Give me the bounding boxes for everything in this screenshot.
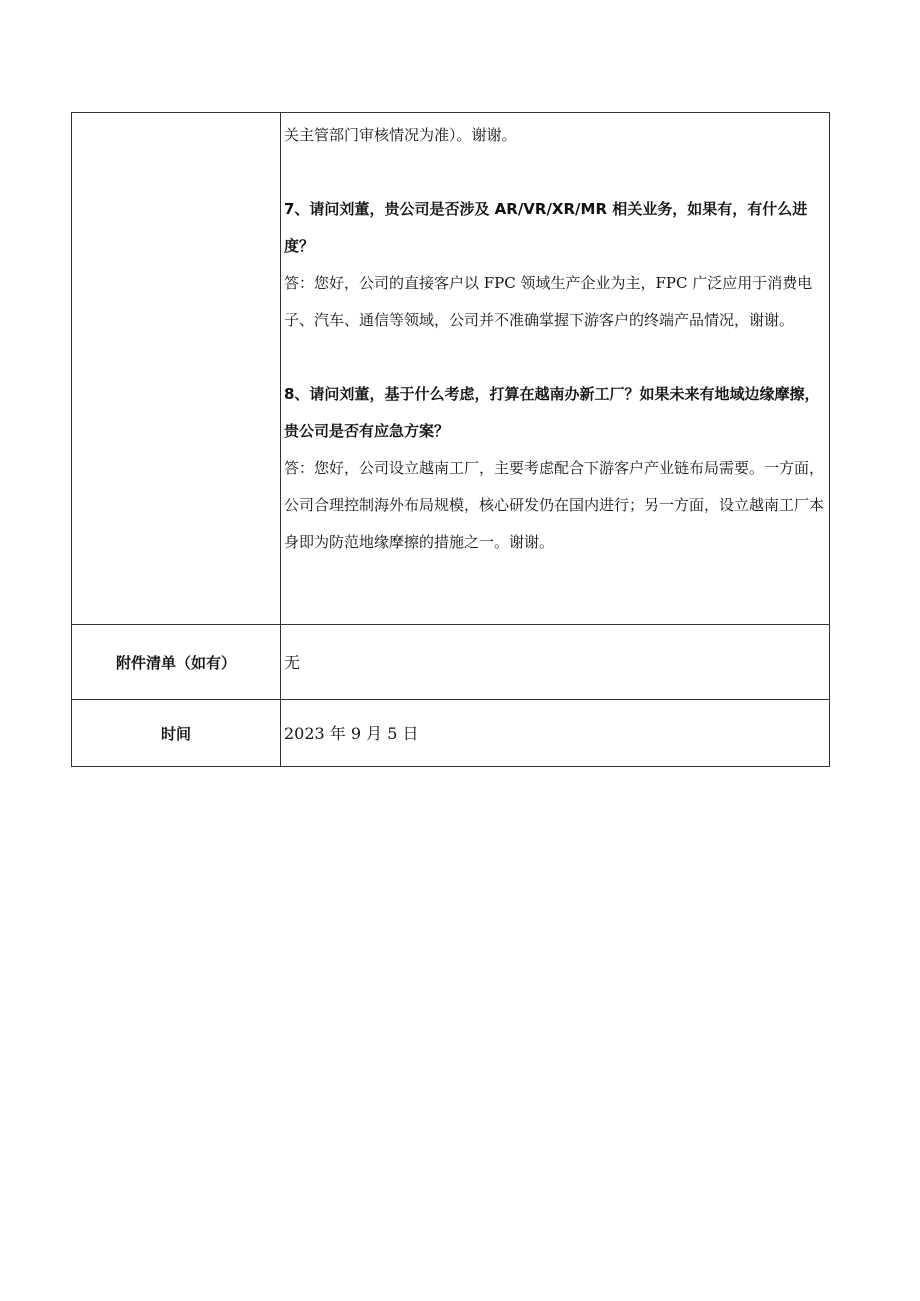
question-8: 8、请问刘董，基于什么考虑，打算在越南办新工厂？如果未来有地域边缘摩擦，贵公司是否有应急方案？: [284, 385, 820, 440]
attachments-label: 附件清单（如有）: [72, 625, 281, 700]
question-7: 7、请问刘董，贵公司是否涉及 AR/VR/XR/MR 相关业务，如果有，有什么进度？: [284, 200, 808, 255]
attachments-value: 无: [281, 625, 830, 700]
attachments-row: [72, 625, 830, 700]
paragraph-gap: [284, 154, 827, 191]
qa-label-cell: [72, 113, 281, 625]
answer-8: 答：您好，公司设立越南工厂，主要考虑配合下游客户产业链布局需要。一方面，公司合理控制海外布局规模，核心研发仍在国内进行；另一方面，设立越南工厂本身即为防范地缘摩擦的措施之一。谢谢。: [284, 459, 825, 551]
time-row: [72, 700, 830, 767]
time-label: 时间: [72, 700, 281, 767]
time-value: 2023 年 9 月 5 日: [281, 700, 830, 767]
paragraph-gap: [284, 339, 827, 376]
answer-7: 答：您好，公司的直接客户以 FPC 领域生产企业为主，FPC 广泛应用于消费电子、汽车、通信等领域，公司并不准确掌握下游客户的终端产品情况，谢谢。: [284, 274, 813, 329]
qa-content-cell: [281, 113, 830, 625]
continuation-text: 关主管部门审核情况为准）。谢谢。: [284, 126, 517, 144]
qa-row: [72, 113, 830, 625]
record-table: [71, 112, 830, 767]
